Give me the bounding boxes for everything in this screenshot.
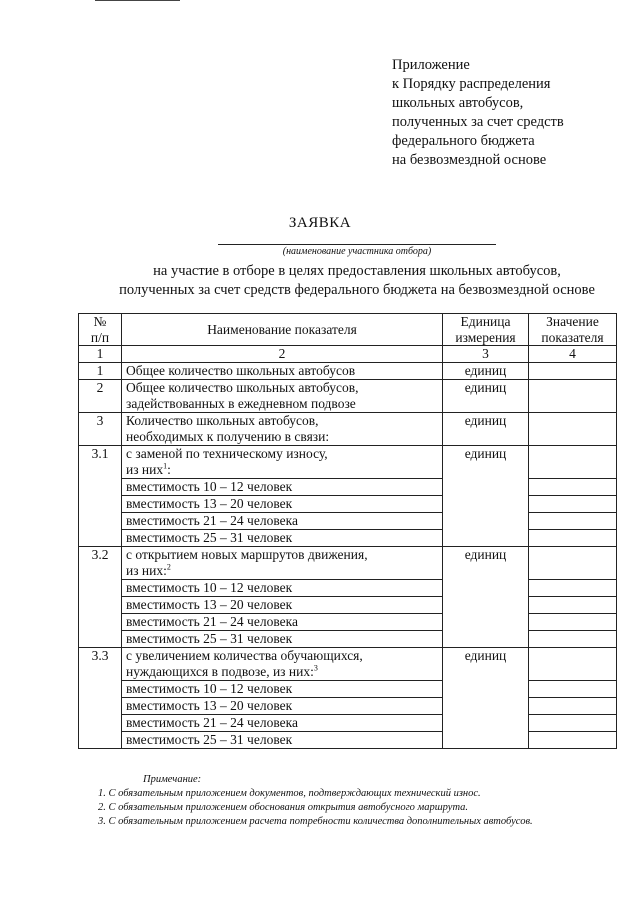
table-row <box>79 380 617 413</box>
note-item: 2. С обязательным приложением обоснования открытия автобусного маршрута. <box>98 802 469 813</box>
row-number-empty <box>79 479 122 496</box>
row-number: 2 <box>79 380 122 413</box>
row-unit: единиц <box>443 446 529 479</box>
row-number: 3.3 <box>79 648 122 681</box>
value-cell[interactable] <box>529 681 617 698</box>
table-row <box>79 446 617 479</box>
appendix-line: федерального бюджета <box>392 133 535 149</box>
row-unit-empty <box>443 597 529 614</box>
row-unit-empty <box>443 496 529 513</box>
appendix-line: к Порядку распределения <box>392 76 551 92</box>
row-number: 1 <box>79 363 122 380</box>
header-unit: Единица измерения <box>443 314 529 346</box>
participant-name-hint: (наименование участника отбора) <box>282 246 432 257</box>
table-row <box>79 732 617 749</box>
value-cell[interactable] <box>529 698 617 715</box>
appendix-block <box>392 56 564 170</box>
table-row <box>79 479 617 496</box>
row-name: вместимость 10 – 12 человек <box>122 479 443 496</box>
value-cell[interactable] <box>529 614 617 631</box>
row-number-empty <box>79 681 122 698</box>
row-number-empty <box>79 530 122 547</box>
row-number-empty <box>79 597 122 614</box>
row-name: с открытием новых маршрутов движения, из них:$^2$ <box>122 547 443 580</box>
row-number: 3 <box>79 413 122 446</box>
row-number-empty <box>79 580 122 597</box>
subtitle-line: полученных за счет средств федерального бюджета на безвозмездной основе <box>119 282 595 298</box>
row-name: вместимость 13 – 20 человек <box>122 698 443 715</box>
row-unit-empty <box>443 614 529 631</box>
table-row <box>79 580 617 597</box>
table-row <box>79 597 617 614</box>
value-cell[interactable] <box>529 648 617 681</box>
row-unit-empty <box>443 732 529 749</box>
row-number-empty <box>79 698 122 715</box>
column-number: 3 <box>443 346 529 363</box>
header-indicator-name: Наименование показателя <box>122 314 443 346</box>
row-number: 3.1 <box>79 446 122 479</box>
notes-heading: Примечание: <box>143 774 202 785</box>
row-number-empty <box>79 732 122 749</box>
table-row <box>79 681 617 698</box>
table-row <box>79 547 617 580</box>
appendix-line: школьных автобусов, <box>392 95 524 111</box>
row-name: вместимость 13 – 20 человек <box>122 496 443 513</box>
header-value: Значение показателя <box>529 314 617 346</box>
table-row <box>79 631 617 648</box>
row-unit: единиц <box>443 363 529 380</box>
row-unit: единиц <box>443 380 529 413</box>
row-unit-empty <box>443 479 529 496</box>
row-name: с заменой по техническому износу, из них$^1$: <box>122 446 443 479</box>
notes-block <box>98 773 618 829</box>
row-unit: единиц <box>443 547 529 580</box>
row-name: вместимость 10 – 12 человек <box>122 681 443 698</box>
table-row <box>79 530 617 547</box>
appendix-line: на безвозмездной основе <box>392 152 547 168</box>
appendix-line: Приложение <box>392 57 470 73</box>
value-cell[interactable] <box>529 413 617 446</box>
subtitle-line: на участие в отборе в целях предоставления школьных автобусов, <box>153 263 561 279</box>
value-cell[interactable] <box>529 363 617 380</box>
row-number-empty <box>79 614 122 631</box>
table-row <box>79 648 617 681</box>
row-number: 3.2 <box>79 547 122 580</box>
value-cell[interactable] <box>529 530 617 547</box>
row-unit-empty <box>443 698 529 715</box>
row-name: вместимость 25 – 31 человек <box>122 530 443 547</box>
participant-name-line[interactable] <box>218 244 496 245</box>
row-unit-empty <box>443 530 529 547</box>
column-number: 2 <box>122 346 443 363</box>
value-cell[interactable] <box>529 496 617 513</box>
row-name: вместимость 21 – 24 человека <box>122 715 443 732</box>
row-name: Общее количество школьных автобусов, задействованных в ежедневном подвозе <box>122 380 443 413</box>
row-name: вместимость 10 – 12 человек <box>122 580 443 597</box>
value-cell[interactable] <box>529 580 617 597</box>
column-number: 1 <box>79 346 122 363</box>
note-item: 3. С обязательным приложением расчета потребности количества дополнительных автобусов. <box>98 816 533 827</box>
row-number-empty <box>79 631 122 648</box>
row-unit-empty <box>443 715 529 732</box>
document-title: ЗАЯВКА <box>288 215 352 231</box>
table-row <box>79 496 617 513</box>
table-header-row <box>79 314 617 346</box>
document-subtitle <box>0 262 640 300</box>
note-item: 1. С обязательным приложением документов, подтверждающих технический износ. <box>98 788 481 799</box>
table-row <box>79 715 617 732</box>
row-unit-empty <box>443 513 529 530</box>
application-table <box>78 313 617 749</box>
row-name: с увеличением количества обучающихся, нуждающихся в подвозе, из них:$^3$ <box>122 648 443 681</box>
row-number-empty <box>79 715 122 732</box>
table-row <box>79 614 617 631</box>
table-row <box>79 698 617 715</box>
row-name: вместимость 21 – 24 человека <box>122 614 443 631</box>
row-name: вместимость 21 – 24 человека <box>122 513 443 530</box>
appendix-line: полученных за счет средств <box>392 114 564 130</box>
value-cell[interactable] <box>529 479 617 496</box>
row-number-empty <box>79 496 122 513</box>
row-unit-empty <box>443 681 529 698</box>
value-cell[interactable] <box>529 380 617 413</box>
row-name: вместимость 25 – 31 человек <box>122 631 443 648</box>
row-name: Общее количество школьных автобусов <box>122 363 443 380</box>
value-cell[interactable] <box>529 732 617 749</box>
row-unit: единиц <box>443 413 529 446</box>
header-number: № п/п <box>79 314 122 346</box>
row-unit: единиц <box>443 648 529 681</box>
column-number: 4 <box>529 346 617 363</box>
table-row <box>79 513 617 530</box>
table-row <box>79 363 617 380</box>
row-unit-empty <box>443 580 529 597</box>
row-unit-empty <box>443 631 529 648</box>
value-cell[interactable] <box>529 631 617 648</box>
value-cell[interactable] <box>529 715 617 732</box>
row-name: вместимость 13 – 20 человек <box>122 597 443 614</box>
value-cell[interactable] <box>529 597 617 614</box>
row-name: вместимость 25 – 31 человек <box>122 732 443 749</box>
value-cell[interactable] <box>529 513 617 530</box>
table-row <box>79 413 617 446</box>
value-cell[interactable] <box>529 446 617 479</box>
top-rule <box>95 0 180 1</box>
row-number-empty <box>79 513 122 530</box>
row-name: Количество школьных автобусов, необходимых к получению в связи: <box>122 413 443 446</box>
value-cell[interactable] <box>529 547 617 580</box>
column-numbers-row <box>79 346 617 363</box>
